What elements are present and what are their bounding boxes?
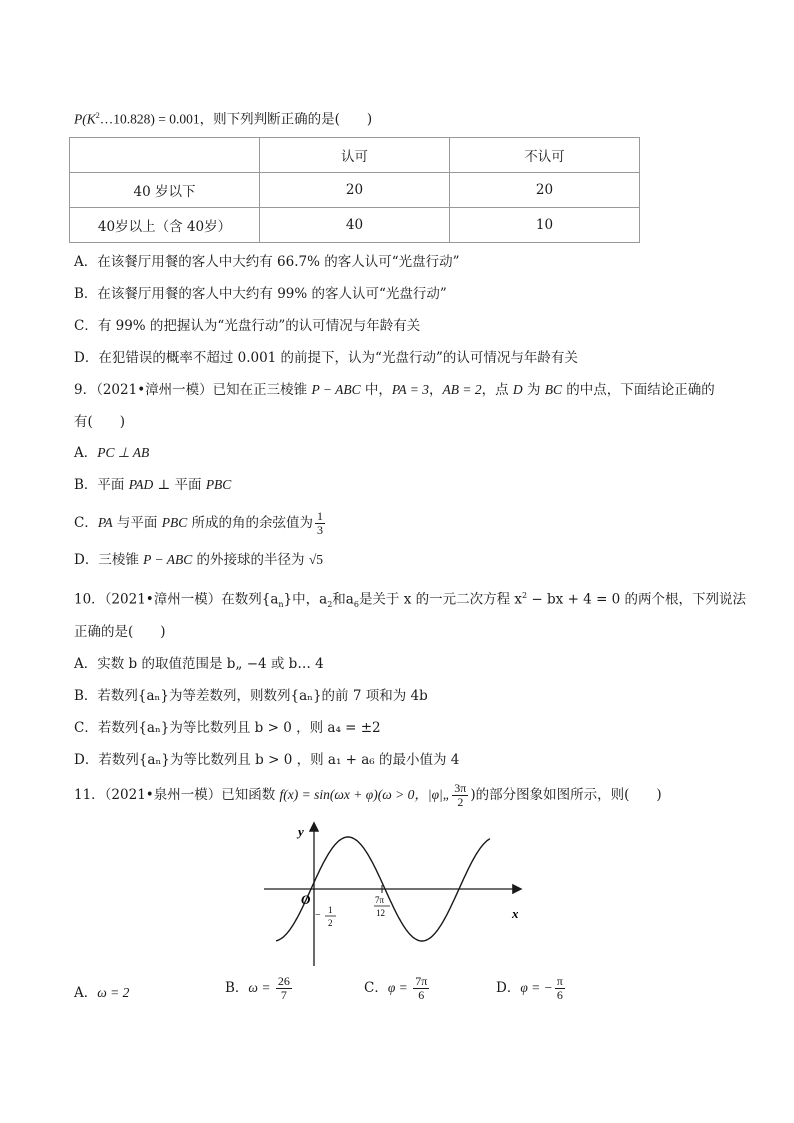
- question-9-stem-cont: 有( ): [74, 414, 126, 430]
- q9-option-math: PC ⊥ AB: [97, 445, 150, 460]
- fraction: [315, 510, 325, 537]
- fraction: [555, 975, 565, 1002]
- q10-text: 和a: [332, 591, 354, 608]
- question-8-stem: [74, 106, 372, 130]
- q10-option-a: A．实数 b 的取值范围是 b„ −4 或 b… 4: [74, 656, 324, 672]
- q9-option-label: A．: [74, 445, 98, 461]
- q9-option-math: P − ABC: [143, 552, 193, 567]
- q8-option-d: D．在犯错误的概率不超过 0.001 的前提下，认为“光盘行动”的认可情况与年龄有关: [74, 350, 578, 366]
- fraction-denominator: 6: [418, 988, 425, 1002]
- q9-text: ，点: [481, 382, 513, 398]
- superscript: 2: [522, 591, 528, 600]
- q8-option-b: B．在该餐厅用餐的客人中大约有 99% 的客人认可“光盘行动”: [74, 286, 447, 302]
- q9-text: 为: [522, 382, 545, 398]
- q9-option-label: D．三棱锥: [74, 552, 144, 568]
- q9-option-text: 所成的角的余弦值为: [187, 515, 313, 531]
- option-label: B．: [225, 980, 249, 996]
- fraction-numerator: π: [556, 974, 563, 988]
- q9-math: BC: [544, 382, 563, 397]
- option-math: φ = −: [520, 980, 553, 995]
- q9-option-b: [74, 475, 231, 495]
- fraction-numerator: 3π: [454, 781, 467, 795]
- origin-label: O: [301, 892, 311, 907]
- fraction-denominator: 3: [317, 523, 323, 537]
- tick-label-left-sign: −: [315, 910, 321, 921]
- sine-graph: [262, 818, 532, 968]
- q9-option-text: ⊥ 平面: [153, 477, 206, 493]
- q9-math: D: [512, 382, 523, 397]
- fraction: [452, 782, 468, 809]
- q10-option-b: B．若数列{aₙ}为等差数列，则数列{aₙ}的前 7 项和为 4b: [74, 688, 428, 704]
- q11-text: )的部分图象如图所示，则( ): [470, 787, 662, 803]
- q8-option-a: A．在该餐厅用餐的客人中大约有 66.7% 的客人认可“光盘行动”: [74, 254, 460, 270]
- question-11-stem: [74, 782, 662, 809]
- table-header-cell: 不认可: [450, 138, 640, 173]
- y-axis-label: y: [298, 824, 304, 839]
- table-row: [70, 208, 640, 243]
- subscript: 6: [353, 600, 359, 610]
- q9-option-label: C．: [74, 515, 98, 531]
- q11-option-a: [74, 981, 129, 1001]
- fraction-numerator: 7π: [415, 974, 428, 988]
- fraction: [413, 975, 429, 1002]
- q9-math: P − ABC: [311, 382, 361, 397]
- tick-label-right-num: 7π: [375, 895, 385, 905]
- q9-option-math: √5: [308, 552, 324, 567]
- contingency-table: [69, 137, 640, 243]
- q9-option-math: PBC: [161, 515, 188, 530]
- question-10-stem: [74, 586, 746, 615]
- q10-text: }中，a: [283, 591, 328, 608]
- probability-expr-sup: 2: [95, 111, 100, 120]
- q9-option-math: PAD: [128, 477, 154, 492]
- tick-label-right-den: 12: [376, 908, 385, 918]
- option-label: A．: [74, 985, 98, 1001]
- x-axis-label: x: [512, 906, 519, 921]
- q11-option-d: [496, 975, 567, 1002]
- subscript: 2: [327, 600, 333, 610]
- table-cell: 40: [260, 208, 450, 243]
- table-cell: 20: [450, 173, 640, 208]
- probability-expr-mid: …10.828) = 0.001，: [99, 111, 214, 127]
- subscript: n: [278, 600, 284, 610]
- q10-option-c: C．若数列{aₙ}为等比数列且 b > 0 ，则 a₄ = ±2: [74, 720, 381, 736]
- table-header-cell: 认可: [260, 138, 450, 173]
- option-math: ω = 2: [97, 985, 130, 1000]
- option-math: ω =: [248, 980, 274, 995]
- q11-option-b: [225, 975, 294, 1002]
- table-cell: 20: [260, 173, 450, 208]
- q9-text: 的中点，下面结论正确的: [562, 382, 715, 398]
- q11-function: f(x) = sin(ωx + φ)(ω > 0，|φ|„: [279, 787, 451, 802]
- table-header-cell: [70, 138, 260, 173]
- fraction: [276, 975, 292, 1002]
- q10-option-d: D．若数列{aₙ}为等比数列且 b > 0 ，则 a₁ + a₆ 的最小值为 4: [74, 752, 460, 768]
- question-8-prompt: 则下列判断正确的是( ): [213, 111, 373, 128]
- q9-math: AB = 2: [442, 382, 482, 397]
- q9-option-math: PBC: [205, 477, 232, 492]
- table-cell: 40岁以上（含 40岁）: [70, 208, 260, 243]
- q9-option-text: 与平面: [112, 515, 162, 531]
- q11-text: 11．（2021•泉州一模）已知函数: [74, 787, 280, 803]
- fraction-denominator: 6: [556, 988, 563, 1002]
- q9-text: 中，: [360, 382, 392, 398]
- q9-text: 9．（2021•漳州一模）已知在正三棱锥: [74, 382, 312, 398]
- q9-option-c: [74, 510, 327, 537]
- fraction-numerator: 26: [277, 974, 290, 988]
- question-9-stem: [74, 380, 715, 400]
- q11-options: [74, 975, 674, 1011]
- fraction-denominator: 7: [280, 988, 287, 1002]
- q11-option-c: [364, 975, 431, 1002]
- table-row: [70, 173, 640, 208]
- table-cell: 10: [450, 208, 640, 243]
- table-header-row: [70, 138, 640, 173]
- q10-text: 是关于 x 的一元二次方程 x: [358, 591, 523, 608]
- probability-expr-prefix: P(K: [74, 111, 96, 127]
- tick-label-left-num: 1: [328, 905, 333, 915]
- q9-option-text: 的外接球的半径为: [192, 552, 309, 568]
- option-label: C．: [364, 980, 388, 996]
- tick-label-left-den: 2: [328, 918, 333, 928]
- q9-text: ，: [429, 382, 443, 398]
- table-cell: 40 岁以下: [70, 173, 260, 208]
- question-10-stem-cont: 正确的是( ): [74, 624, 166, 640]
- option-math: φ =: [387, 980, 412, 995]
- q9-math: PA = 3: [391, 382, 429, 397]
- q9-option-label: B．平面: [74, 477, 129, 493]
- option-label: D．: [496, 980, 521, 996]
- q9-option-a: [74, 443, 149, 463]
- q9-option-math: PA: [97, 515, 113, 530]
- q8-option-c: C．有 99% 的把握认为“光盘行动”的认可情况与年龄有关: [74, 318, 421, 334]
- q10-text: − bx + 4 = 0 的两个根，下列说法: [527, 591, 747, 608]
- q10-text: 10．（2021•漳州一模）在数列{a: [74, 591, 279, 608]
- fraction-numerator: 1: [317, 509, 323, 523]
- fraction-denominator: 2: [457, 795, 464, 809]
- q9-option-d: [74, 550, 323, 570]
